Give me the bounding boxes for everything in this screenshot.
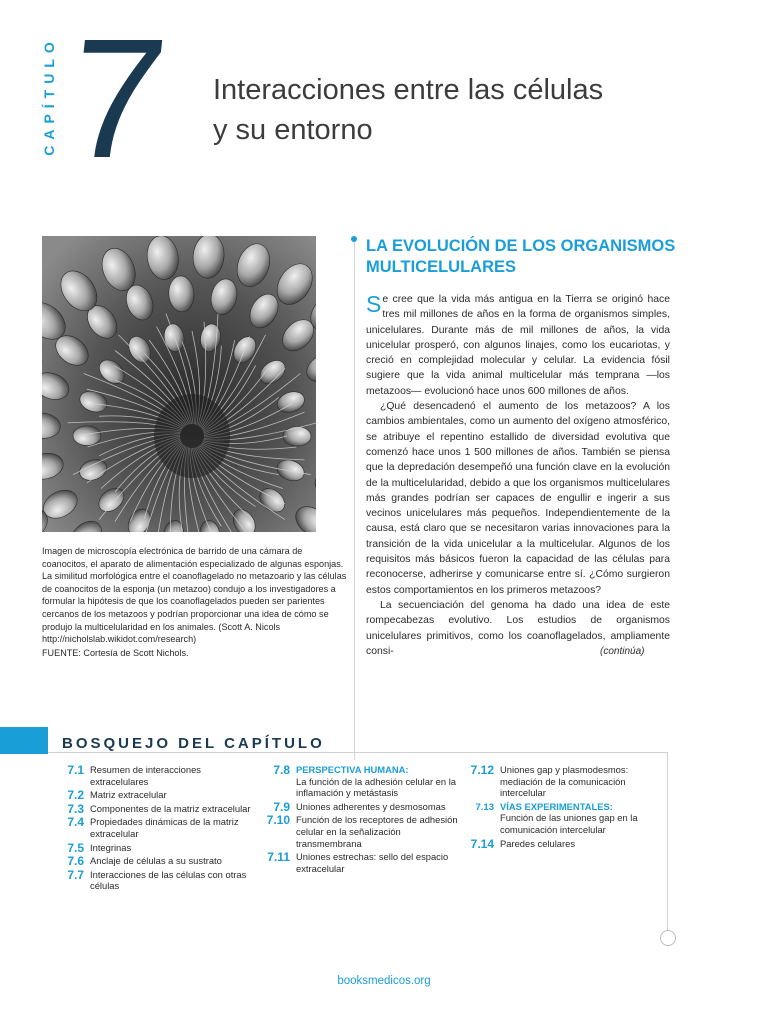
outline-item-number: 7.4 [67, 815, 84, 830]
article-body [366, 292, 670, 659]
outline-item-label: Matriz extracelular [90, 789, 167, 801]
chapter-title [213, 70, 693, 150]
outline-item[interactable] [56, 816, 252, 839]
outline-item-label: Uniones adherentes y desmosomas [296, 800, 446, 812]
outline-item-number: 7.2 [67, 788, 84, 803]
chapter-number: 7 [60, 4, 175, 194]
outline-column-2 [262, 764, 458, 876]
outline-item-label: Componentes de la matriz extracelular [90, 802, 251, 814]
outline-accent-bar [0, 727, 48, 754]
outline-item-label: PERSPECTIVA HUMANA: [296, 764, 409, 775]
outline-item[interactable] [262, 801, 458, 813]
section-title-line1: LA EVOLUCIÓN DE LOS ORGANISMOS [366, 237, 676, 255]
outline-item-number: 7.10 [266, 813, 290, 828]
footer-site-link[interactable]: booksmedicos.org [337, 975, 431, 987]
outline-item-label: Anclaje de células a su sustrato [90, 855, 222, 867]
micrograph-cell [283, 426, 311, 446]
outline-item-number: 7.6 [67, 854, 84, 869]
outline-column-1 [56, 764, 252, 894]
section-title-line2: MULTICELULARES [366, 258, 517, 276]
article-paragraph-1 [366, 292, 670, 399]
outline-item[interactable] [56, 803, 252, 815]
outline-item-number: 7.1 [67, 763, 84, 777]
outline-item-sublabel: Función de las uniones gap en la comunicación intercelular [500, 812, 638, 835]
outline-rule-vertical [667, 752, 668, 932]
article-paragraph-2: ¿Qué desencadenó el aumento de los metazoos? A los cambios ambientales, como un aumento del oxígeno atmosférico, se atribuye el repentino estallido de diversidad evolutiva que comenzó hace unos 1 500 millones de años. También se piensa que la depredación desempeñó una función clave en la evolución de la multicelularidad, debido a que los organismos multicelulares más grandes podrían ser capaces de engullir e ingerir a sus vecinos unicelulares más pequeños. Independientemente de la causa, está claro que se necesitaron varias innovaciones para la transición de la vida unicelular a la multicelular. Algunos de los requisitos más básicos fueron la capacidad de las células para reconocerse, adherirse y comunicarse entre sí. ¿Cómo surgieron estos comportamientos en los primeros metazoos? [366, 401, 670, 596]
caption-text: Imagen de microscopía electrónica de barrido de una cámara de coanocitos, el aparato de alimentación especializado de algunas esponjas. La similitud morfológica entre el coanoflagelado no metazoario y las células de coanocitos de la esponja (un metazoo) condujo a los investigadores a formular la hipótesis de que los coanoflagelados pueden ser parientes cercanos de los metazoos y podrían proporcionar una idea de cómo se produjo la multicelularidad en los animales. (Scott A. Nicols http://nicholslab.wikidot.com/research) [42, 546, 347, 645]
outline-item[interactable] [262, 764, 458, 799]
outline-item-label: VÍAS EXPERIMENTALES: [500, 800, 613, 812]
section-title [366, 236, 686, 278]
figure-caption [42, 545, 348, 659]
chapter-label-text: CAPÍTULO [41, 36, 57, 156]
outline-item-label: Integrinas [90, 841, 132, 853]
outline-item-number: 7.3 [67, 801, 84, 816]
outline-item-number: 7.13 [475, 801, 494, 813]
continued-label: (continúa) [600, 646, 645, 657]
outline-item-sublabel: La función de la adhesión celular en la inflamación y metástasis [296, 775, 457, 799]
chapter-label [38, 30, 60, 165]
outline-item-number: 7.8 [273, 763, 290, 777]
outline-item[interactable] [262, 814, 458, 849]
column-divider [354, 240, 355, 760]
outline-item-label: Interacciones de las células con otras células [90, 868, 247, 892]
outline-item-label: Resumen de interacciones extracelulares [90, 764, 201, 787]
outline-title: BOSQUEJO DEL CAPÍTULO [62, 735, 325, 752]
outline-item[interactable] [56, 842, 252, 854]
outline-item-label: Propiedades dinámicas de la matriz extracelular [90, 816, 239, 839]
outline-item-number: 7.7 [67, 867, 84, 882]
article-paragraph-3: La secuenciación del genoma ha dado una idea de este rompecabezas evolutivo. Los estudios de organismos unicelulares primitivos, como los coanoflagelados, ampliamente consi- [366, 599, 670, 657]
outline-item-number: 7.14 [470, 836, 494, 851]
outline-item[interactable] [262, 851, 458, 874]
outline-item-number: 7.5 [67, 840, 84, 855]
outline-rule-horizontal [48, 752, 668, 753]
chapter-title-line2: y su entorno [213, 114, 373, 146]
outline-item[interactable] [466, 801, 666, 836]
outline-item[interactable] [466, 764, 666, 799]
outline-item[interactable] [56, 789, 252, 801]
outline-item[interactable] [56, 764, 252, 787]
chapter-title-line1: Interacciones entre las células [213, 74, 604, 106]
caption-credit: FUENTE: Cortesía de Scott Nichols. [42, 647, 189, 658]
outline-item[interactable] [56, 855, 252, 867]
drop-cap: S [366, 291, 382, 317]
outline-item-number: 7.9 [273, 799, 290, 814]
column-divider-dot [351, 236, 357, 242]
outline-item[interactable] [56, 869, 252, 892]
outline-item-label: Uniones estrechas: sello del espacio extracelular [296, 851, 449, 874]
outline-item[interactable] [466, 838, 666, 850]
outline-item-label: Función de los receptores de adhesión celular en la señalización transmembrana [296, 814, 458, 849]
outline-item-number: 7.12 [470, 763, 494, 777]
outline-item-label: Uniones gap y plasmodesmos: mediación de la comunicación intercelular [500, 764, 629, 799]
sem-micrograph-image [42, 236, 316, 532]
outline-corner-circle [660, 930, 676, 946]
outline-item-label: Paredes celulares [500, 837, 576, 849]
outline-item-number: 7.11 [267, 850, 290, 865]
outline-column-3 [466, 764, 666, 851]
article-paragraph-1-text: e cree que la vida más antigua en la Tierra se originó hace tres mil millones de años en la forma de organismos simples, unicelulares. Durante más de mil millones de años, la vida unicelular prosperó, con algunos linajes, como los eucariotas, y creció en complejidad molecular y celular. La evidencia fósil sugiere que la vida animal multicelular más temprana —los metazoos— evolucionó hace unos 600 millones de años. [366, 294, 670, 397]
